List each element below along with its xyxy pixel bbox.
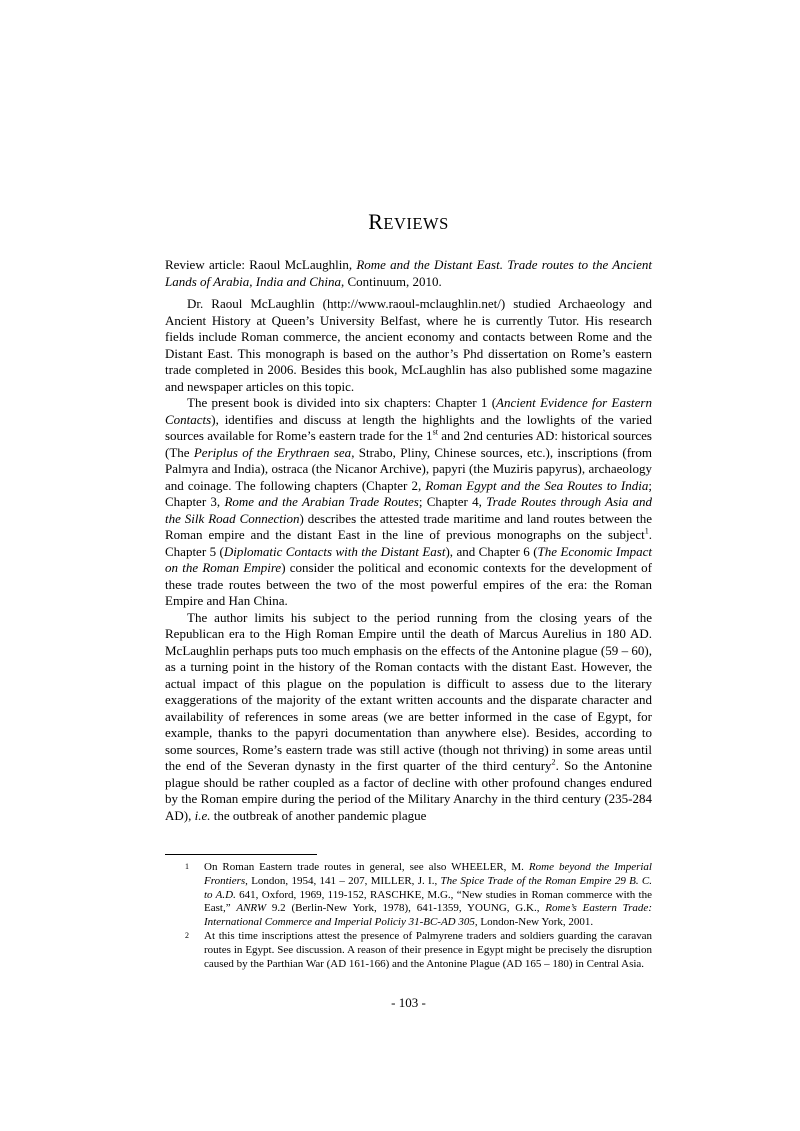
page-title xyxy=(165,200,652,237)
footnote-text: On Roman Eastern trade routes in general, see also WHEELER, M. Rome beyond the Imperial Frontiers, London, 1954, 141 – 207, MILLER, J. I., The Spice Trade of the Roman Empire 29 B. C. to A.D. 641, Oxford, 1969, 119-152, RASCHKE, M.G., “New studies in Roman commerce with the East,” ANRW 9.2 (Berlin-New York, 1978), 641-1359, YOUNG, G.K., Rome’s Eastern Trade: International Commerce and Imperial Policiy 31-BC-AD 305, London-New York, 2001. xyxy=(204,861,652,929)
paragraph: The author limits his subject to the period running from the closing years of the Republican era to the High Roman Empire until the death of Marcus Aurelius in 180 AD. McLaughlin perhaps puts too much emphasis on the effects of the Antonine plague (59 – 60), as a turning point in the history of the Roman contacts with the distant East. However, the actual impact of this plague on the population is difficult to assess due to the literary exaggerations of the majority of the extant written accounts and the disparate character and availability of references in some areas (we are better informed in the case of Egypt, for example, thanks to the papyri documentation than anywhere else). Besides, according to some sources, Rome’s eastern trade was still active (though not thriving) in some areas until the end of the Severan dynasty in the first quarter of the third century$^2$. So the Antonine plague should be rather coupled as a factor of decline with other profound changes endured by the Roman empire during the period of the Military Anarchy in the third century (235-284 AD), i.e. the outbreak of another pandemic plague xyxy=(165,609,652,823)
footnote xyxy=(165,930,652,971)
paragraph: Dr. Raoul McLaughlin (http://www.raoul-mclaughlin.net/) studied Archaeology and Ancient History at Queen’s University Belfast, where he is currently Tutor. His research fields include Roman commerce, the ancient economy and contacts between Rome and the Distant East. This monograph is based on the author’s Phd dissertation on Rome’s eastern trade completed in 2006. Besides this book, McLaughlin has also published some magazine and newspaper articles on this topic. xyxy=(165,296,652,394)
footnote-text: At this time inscriptions attest the presence of Palmyrene traders and soldiers guarding the caravan routes in Egypt. See discussion. A reason of their presence in Egypt might be precisely the disruption caused by the Parthian War (AD 161-166) and the Antonine Plague (AD 165 – 180) in Central Asia. xyxy=(204,929,652,970)
document-page xyxy=(165,0,652,971)
footnotes xyxy=(165,861,652,971)
footnote xyxy=(165,861,652,930)
review-article-heading: Review article: Raoul McLaughlin, Rome and the Distant East. Trade routes to the Ancient Lands of Arabia, India and China, Continuum, 2010. xyxy=(165,257,652,289)
title-initial: R xyxy=(368,209,384,234)
body-paragraphs xyxy=(165,296,652,824)
footnote-separator xyxy=(165,854,317,855)
footnote-number: 2 xyxy=(185,930,189,940)
footnote-number: 1 xyxy=(185,862,189,871)
page-number: - 103 - xyxy=(391,995,426,1010)
paragraph: The present book is divided into six chapters: Chapter 1 (Ancient Evidence for Eastern Contacts), identifies and discuss at length the highlights and the lowlights of the varied sources available for Rome’s eastern trade for the 1st and 2nd centuries AD: historical sources (The Periplus of the Erythraen sea, Strabo, Pliny, Chinese sources, etc.), inscriptions (from Palmyra and India), ostraca (the Nicanor Archive), papyri (the Muziris papyrus), archaeology and coinage. The following chapters (Chapter 2, Roman Egypt and the Sea Routes to India; Chapter 3, Rome and the Arabian Trade Routes; Chapter 4, Trade Routes through Asia and the Silk Road Connection) describes the attested trade maritime and land routes between the Roman empire and the distant East in the line of previous monographs on the subject$^1$. Chapter 5 (Diplomatic Contacts with the Distant East), and Chapter 6 (The Economic Impact on the Roman Empire) consider the political and economic contexts for the development of these trade routes between the two of the most powerful empires of the era: the Roman Empire and Han China. xyxy=(165,395,653,608)
title-rest: EVIEWS xyxy=(383,214,449,233)
